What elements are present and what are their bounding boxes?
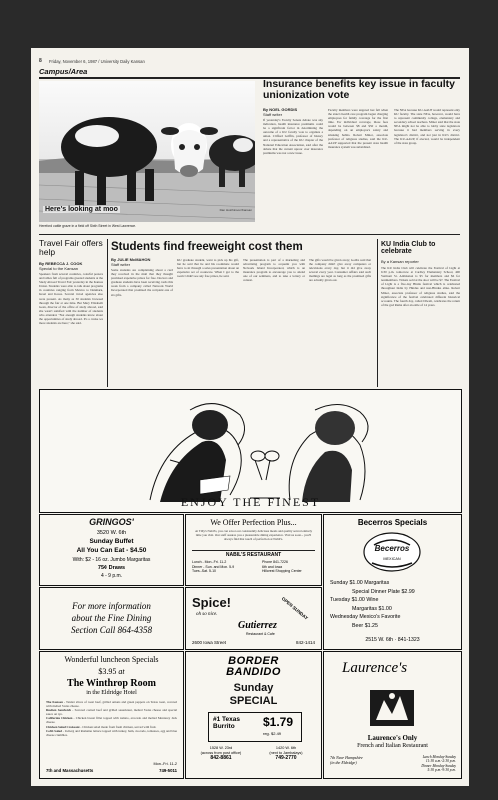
winthrop-price-sub: at <box>118 667 125 676</box>
bandido-loc2-sub: (next to Jambalays) <box>269 751 303 755</box>
winthrop-ad <box>39 651 184 779</box>
banner-headline: ENJOY THE FINEST <box>180 495 321 509</box>
becerros-logo <box>362 531 422 573</box>
winthrop-item-2: Rueben Sandwich - Savored corned beef and grilled sauerkraut, melted Swiss cheese and special sauce on rye. <box>46 708 177 717</box>
winthrop-item-5-name: Cobb Salad <box>46 728 62 733</box>
winthrop-item-5-desc: Iceberg and Romaine lettuce topped with turkey, ham, avocado, tomatoes, egg and blue cheese crumbles. <box>46 728 177 737</box>
lead-column-2: Faculty members were angered last fall when the state's health care program began charging employees for family coverage for the first time. For individual coverage, those fees would be between $8 and $50 a month, depending on an employee's salary and smoking habits. Robert Minor, associate professor of religious studies, said the KU-AAUP supported that the present state health insurance system was subsidized. <box>328 108 388 149</box>
travel-byline-role: Special to the Kansan <box>39 266 78 271</box>
spice-store-sub: Restaurant & Cafe <box>246 632 275 636</box>
photo-caption: Here's looking at moo <box>45 206 118 213</box>
nabils-headline: We Offer Perfection Plus... <box>210 518 297 527</box>
column-divider-right <box>377 239 378 387</box>
travel-headline: Travel Fair offers help <box>39 238 103 257</box>
becerros-logo-sub: MEXICAN <box>383 557 401 561</box>
winthrop-headline: Wonderful luncheon Specials <box>64 655 159 664</box>
bandido-deal-box <box>208 712 302 742</box>
dateline: Friday, November 6, 1987 / University Daily Kansan <box>49 58 145 64</box>
spice-name: Spice! <box>192 595 232 610</box>
gringos-address: 3520 W. 6th <box>96 530 127 536</box>
becerros-tue-day: Tuesday <box>330 597 351 603</box>
becerros-wednesday <box>330 613 458 622</box>
becerros-sun-price: $1.00 <box>349 580 363 586</box>
laurence-ad <box>323 651 462 779</box>
becerros-specials <box>330 579 458 630</box>
bandido-loc2-addr: 1420 W. 6th <box>275 746 297 750</box>
dining-couple-drawing <box>40 390 461 512</box>
winthrop-item-2-name: Rueben Sandwich <box>46 708 72 713</box>
bandido-line1: Sunday <box>233 682 274 694</box>
spice-tag: oh so nice. <box>196 612 218 617</box>
lead-column-3: The NEA because KU-AAUP would represent only KU faculty. The state NEA, however, would have to represent community college, elementary and secondary school teachers. Minor said that the state NEA might not be able to lobby state legislators because it had members serving in every legislator's district, and not just in KU's district. The KU-AAUP, if elected, would be independent of the state group. <box>394 108 460 145</box>
winthrop-item-5: Cobb Salad - Iceberg and Romaine lettuce topped with turkey, ham, avocado, tomatoes, egg and blue cheese crumbles. <box>46 728 177 737</box>
nabils-center: Hillcrest Shopping Center <box>262 569 302 573</box>
becerros-tue-sub-price: $1.00 <box>378 605 392 612</box>
nabils-ad <box>185 514 322 586</box>
section-title: Campus/Area <box>39 67 88 76</box>
bandido-loc1-addr: 1528 W. 23rd <box>209 746 233 750</box>
winthrop-item-4-desc: Chicken salad made from fresh chicken, served with fruit. <box>82 724 157 729</box>
becerros-ad <box>323 514 462 650</box>
winthrop-phone: 749-5011 <box>159 768 177 773</box>
becerros-plate-item: Special Dinner Plate <box>352 588 400 595</box>
winthrop-hours: Mon.-Fri. 11-2 <box>153 762 177 766</box>
microfilm-border-top <box>0 0 498 48</box>
nabils-contact <box>262 560 302 574</box>
fine-dining-text <box>40 600 183 636</box>
bandido-loc1-phone: 842-8861 <box>210 755 232 761</box>
photo-cutline: Hereford cattle graze in a field off Sixth Street in West Lawrence. <box>39 224 137 228</box>
lead-byline: By NOEL GORDIS <box>263 107 298 112</box>
dining-illustration <box>39 389 462 513</box>
spice-address: 2600 Iowa Street <box>192 640 227 645</box>
becerros-logo-text: Becerros <box>374 544 410 553</box>
becerros-wed-price: $1.25 <box>364 622 378 629</box>
winthrop-name: The Winthrop Room <box>67 678 156 689</box>
travel-body: Speakers from several countries, colorful posters and tables full of programs greeted students at the Study Abroad Travel Fair yesterday in the Kansas Union. Students were able to talk about programs in countries ranging from Mexico to Denmark, Israel and Korea. Several travel agencies also were present. As many as 30 students browsed through the fair at one time. But Mary Elizabeth Geen, director of the office of study abroad, said she wasn't satisfied with the number of students who attended. "Not enough students know about the opportunities of study abroad. It's a cruise we more students are here," she said. <box>39 272 103 326</box>
laurence-addr1: 7th Near Hampshire <box>330 755 363 760</box>
bandido-logo <box>186 656 321 678</box>
winthrop-item-1-desc: Tender slices of roast beef, grilled onions and green peppers on Texas toast, covered with melted Swiss cheese. <box>46 700 177 709</box>
nabils-hours-lunch: Lunch - Mon.-Fri. 11-2 <box>192 560 227 564</box>
travel-byline: By REBECCA J. COOK <box>39 261 83 266</box>
becerros-wed-day: Wednesday <box>330 614 358 620</box>
fine-dining-line2: about the Fine Dining <box>71 613 152 623</box>
nabils-phone: Phone 841-7226 <box>262 560 288 564</box>
page-number: 8 <box>39 58 42 64</box>
nabils-hours <box>192 560 234 574</box>
border-bandido-ad <box>185 651 322 779</box>
laurence-sub: French and Italian Restaurant <box>357 743 428 749</box>
becerros-tue-price: $1.00 <box>351 597 365 603</box>
lead-column-1: If yesterday's Faculty Senate debate was any indication, health insurance premiums could be a significant factor in determining the outcome of a KU faculty vote to organize a union. Clifford Griffin, professor of history and a representative of the KU chapter of the National Education Association, said after the debate that the current uproar over insurance premiums was not a new issue. <box>263 118 323 155</box>
bandido-name-1: BORDER <box>228 655 279 667</box>
laurence-hours-lunch: Lunch Monday-Sunday <box>422 755 456 759</box>
laurence-hours-lunch-time: 11:30 a.m.-2:30 p.m. <box>425 759 456 764</box>
bandido-reg: reg. $2.49 <box>263 731 282 736</box>
gringos-line1: Sunday Buffet <box>89 538 134 545</box>
column-divider-left <box>107 239 108 387</box>
housing-byline: By JULIE McMAHON <box>111 257 151 262</box>
bandido-loc2-phone: 749-2770 <box>275 755 297 761</box>
laurence-hours-dinner-time: 5:30 p.m.-9:30 p.m. <box>427 768 456 773</box>
microfilm-border-bottom <box>0 786 498 800</box>
laurence-hours <box>398 755 456 773</box>
becerros-sunday-plate <box>330 588 458 597</box>
becerros-sun-item: Margaritas <box>364 580 390 586</box>
nabils-address: 6th and Iowa <box>262 564 283 569</box>
bandido-loc2 <box>255 746 317 761</box>
spice-phone: 842-1414 <box>295 640 315 645</box>
becerros-wed-beer <box>330 622 458 631</box>
becerros-tue-sub: Margaritas <box>352 605 378 612</box>
housing-headline: Students find freeweight cost them <box>111 241 303 253</box>
winthrop-item-2-desc: Savored corned beef and grilled sauerkraut, melted Swiss cheese and special sauce on rye. <box>46 708 177 717</box>
becerros-tue-margaritas <box>330 605 458 614</box>
bandido-price: $1.79 <box>263 715 294 729</box>
gringos-line2: All You Can Eat - $4.50 <box>76 547 147 554</box>
winthrop-item-3-name: California Chicken <box>46 716 73 721</box>
bandido-loc1 <box>190 746 252 761</box>
fine-dining-line1: For more information <box>72 601 151 611</box>
winthrop-item-4: Chicken Salad Croissant - Chicken salad made from fresh chicken, served with fruit. <box>46 724 157 729</box>
nabils-hours-dinner: Dinner - Sun. and Mon. 5-9 <box>192 564 235 569</box>
housing-column-2: KU graduate student, want to pick up his gift, but he said that he and his roommate would have to sit through a sales presentation about an expensive set of cookware. When I got to the room I didn't see any free prizes, he said. <box>177 258 239 279</box>
laurence-addr2: (in the Eldridge) <box>330 760 357 765</box>
newspaper-page <box>31 48 469 786</box>
winthrop-item-1: The Kansan - Tender slices of roast beef, grilled onions and green peppers on Texas toast, covered with melted Swiss cheese. <box>46 700 177 709</box>
gringos-name: GRINGOS' <box>89 517 134 527</box>
bandido-line2: SPECIAL <box>229 695 278 707</box>
laurence-name: Laurence's Only <box>367 734 418 742</box>
winthrop-address: 7th and Massachusetts <box>46 768 94 773</box>
nabils-body: At Tilly's Nabil's, you can savor our consistently delicious meals and quality served entirely time you visit. Our staff assures you a pleasurable dining experience. Visit us soon... you'll always find that touch of perfection at Nabil's. <box>194 529 313 542</box>
india-headline: KU India Club to celebrate <box>381 241 436 256</box>
india-body: The KU India Club will celebrate the Festival of Light at 6:30 p.m. tomorrow at Cardley Elementary School, 400 Vermont St. Admission is $5 for members and $6 for nonmembers. Tickets sold at the door will be $7. The Festival of Light is a five-day Hindu festival which is celebrated throughout India by Hindus and non-Hindus alike. Robert Minor, associate professor of religious studies, said the significance of the festival celebrated different historical accounts. The fourth day, called Diwali, celebrates the return of the god Rama after an exile of 14 years. <box>381 266 460 307</box>
winthrop-item-4-name: Chicken Salad Croissant <box>46 724 80 729</box>
winthrop-item-3-desc: Chicken breast fillet topped with tomato, avocado and melted Monterey Jack cheese. <box>46 716 177 725</box>
bandido-name-2: BANDIDO <box>226 666 281 678</box>
gringos-line3: With: $2 - 16 oz. Jumbo Margaritas <box>72 557 151 563</box>
becerros-tue-item: Wine <box>366 597 379 603</box>
becerros-wed-item: Mexico's Favorite <box>359 614 401 620</box>
lead-bottom-rule <box>39 234 460 235</box>
housing-column-1: Some students are complaining about a card they received in the mail that they thought promised expensive prizes for free. Doctors and graduate students have been receiving cards this week from a company called Network World Incorporated that promised the recipient one of six gifts. <box>111 268 173 297</box>
becerros-sun-day: Sunday <box>330 580 348 586</box>
gringos-line4: 75¢ Draws <box>97 565 126 571</box>
cattle-photo-image <box>39 81 255 222</box>
laurence-logo <box>364 686 420 730</box>
becerros-wed-sub: Beer <box>352 622 364 629</box>
housing-column-3: The presentation is part of a marketing and advertising program to acquaint you with Network Island Incorporated, which is an insurance program to encourage you to attend one of our seminars, and to take a lottery or contest. <box>243 258 305 283</box>
gringos-ad <box>39 514 184 586</box>
housing-column-4: The gifts would be given away; Godbs said that the company didn't give away computers or televisions every day, but it did give away several every year. Consumer Affairs said such mailings are legal as long as the promised gifts are actually given out. <box>309 258 371 283</box>
nabils-name: NABIL'S RESTAURANT <box>225 552 282 558</box>
india-byline: By a Kansan reporter <box>381 259 419 264</box>
fine-dining-ad <box>39 587 184 650</box>
spice-ad <box>185 587 322 650</box>
cattle-photo <box>39 81 255 222</box>
laurence-address <box>330 755 363 765</box>
laurence-hours-dinner: Dinner Monday-Sunday <box>421 763 456 768</box>
bandido-deal: #1 Texas Burrito <box>213 716 240 730</box>
winthrop-item-3: California Chicken - Chicken breast fillet topped with tomato, avocado and melted Monterey Jack cheese. <box>46 716 177 725</box>
winthrop-venue: in the Eldridge Hotel <box>86 690 137 696</box>
photo-credit: Dan Hutchinson/Kansan <box>219 208 252 212</box>
laurence-script: Laurence's <box>342 660 408 676</box>
lead-byline-role: Staff writer <box>263 112 283 117</box>
becerros-title: Becerros Specials <box>357 518 428 527</box>
nabils-rule <box>192 550 315 551</box>
housing-byline-role: Staff writer <box>111 262 131 267</box>
winthrop-price-line <box>40 667 183 676</box>
lead-headline: Insurance benefits key issue in faculty unionization vote <box>263 78 455 102</box>
winthrop-item-1-name: The Kansan <box>46 700 63 704</box>
laurence-crest-icon <box>364 686 420 730</box>
fine-dining-line3: Section Call 864-4358 <box>71 625 152 635</box>
becerros-contact: 2515 W. 6th · 841-1323 <box>365 637 420 643</box>
spice-store: Gutierrez <box>238 620 277 631</box>
winthrop-menu <box>46 700 177 762</box>
becerros-phone: 841-1323 <box>397 637 420 643</box>
becerros-plate-price: $2.99 <box>401 588 415 595</box>
spice-open: OPEN SUNDAY <box>280 596 309 621</box>
becerros-sunday <box>330 579 458 588</box>
gringos-hours: 4 - 9 p.m. <box>100 573 123 579</box>
becerros-tuesday <box>330 596 458 605</box>
winthrop-price: $3.95 <box>98 667 117 676</box>
becerros-address: 2515 W. 6th <box>365 637 394 643</box>
bandido-loc1-sub: (across from post office) <box>200 751 242 755</box>
nabils-hours-weekend: Tues.-Sat. 5-10 <box>192 569 216 573</box>
